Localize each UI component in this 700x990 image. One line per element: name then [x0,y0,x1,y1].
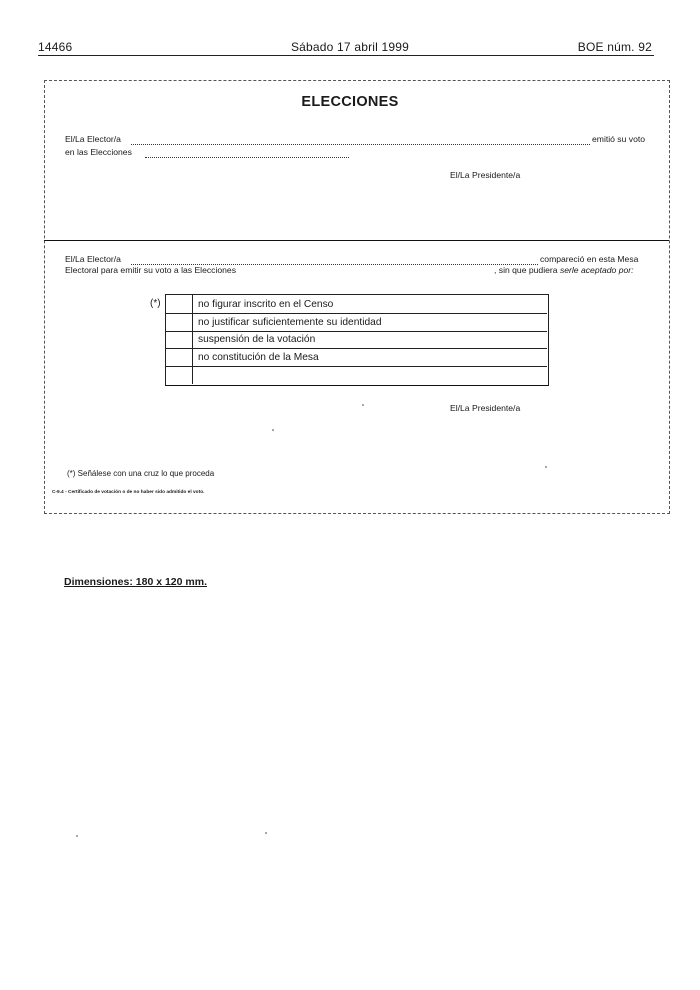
table-row-divider [165,313,547,314]
table-row-divider [165,366,547,367]
option-label: suspensión de la votación [198,334,316,345]
option-label: no figurar inscrito en el Censo [198,299,334,310]
table-row-divider [165,348,547,349]
s1-signature: El/La Presidente/a [450,170,521,180]
table-column-divider [192,294,193,384]
section-divider [44,240,669,241]
footnote: (*) Señálese con una cruz lo que proceda [67,469,215,478]
s1-elector-field[interactable] [131,144,590,145]
scan-speck [545,466,547,468]
option-checkbox-5[interactable] [166,367,192,383]
dimensions-note: Dimensiones: 180 x 120 mm. [64,576,207,588]
s2-suffix-italic: serle [559,265,579,275]
scan-speck [362,404,364,406]
option-checkbox-2[interactable] [166,314,192,331]
scan-speck [272,429,274,431]
page-number: 14466 [38,40,73,54]
form-code: C-9.4 - Certificado de votación o de no haber sido admitido el voto. [52,490,205,495]
option-checkbox-1[interactable] [166,295,192,313]
option-label: no constitución de la Mesa [198,352,319,363]
header-rule [38,55,654,56]
scan-speck [76,835,78,837]
header-date: Sábado 17 abril 1999 [290,40,410,54]
s1-elector-label: El/La Elector/a [65,134,121,144]
s1-elections-label: en las Elecciones [65,147,132,157]
s2-suffix-plain: , sin que pudiera [494,265,560,275]
s2-elections-suffix [494,265,634,275]
option-label: no justificar suficientemente su identidad [198,317,382,328]
table-marker: (*) [150,298,161,309]
s1-elections-field[interactable] [145,157,349,158]
option-checkbox-3[interactable] [166,332,192,348]
s1-elector-suffix: emitió su voto [592,134,646,144]
option-checkbox-4[interactable] [166,349,192,366]
table-row-divider [165,331,547,332]
scan-speck [265,832,267,834]
form-title: ELECCIONES [301,94,399,110]
s2-elector-label: El/La Elector/a [65,254,121,264]
s2-elector-suffix: compareció en esta Mesa [540,254,639,264]
header-bulletin: BOE núm. 92 [577,40,652,54]
s2-signature: El/La Presidente/a [450,403,521,413]
s2-elections-label: Electoral para emitir su voto a las Elecciones [65,265,236,275]
s2-suffix-end: aceptado por: [578,265,634,275]
